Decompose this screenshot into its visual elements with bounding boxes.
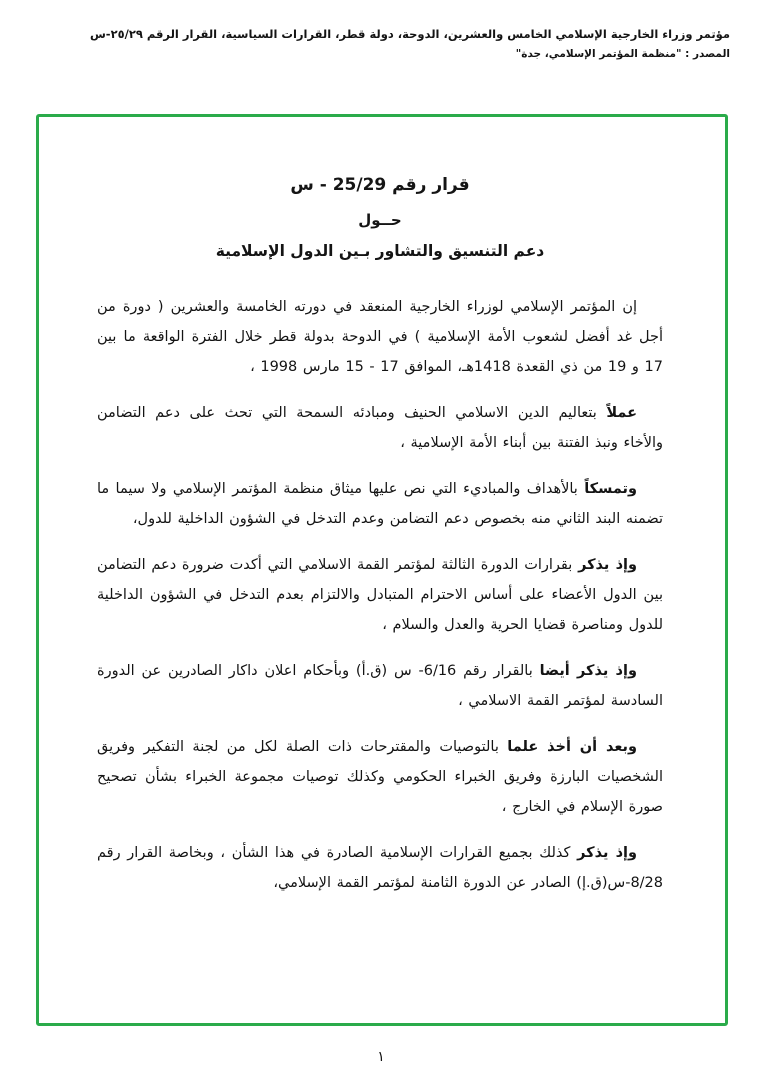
- header-citation: مؤتمر وزراء الخارجية الإسلامي الخامس والعشرين، الدوحة، دولة قطر، القرارات السياسية، القرار الرقم ٢٥/٢٩-س: [89, 27, 730, 41]
- paragraph-preamble: [97, 292, 663, 382]
- paragraph-lead: وتمسكاً: [584, 481, 637, 497]
- paragraph-text: بقرارات الدورة الثالثة لمؤتمر القمة الاسلامي التي أكدت ضرورة دعم التضامن بين الدول الأعضاء على أساس الاحترام المتبادل والالتزام بعدم التدخل في الشؤون الداخلية للدول ومناصرة قضايا الحرية والعدل والسلام ،: [97, 557, 663, 633]
- paragraph-text: بالأهداف والمباديء التي نص عليها ميثاق منظمة المؤتمر الإسلامي ولا سيما ما تضمنه البند الثاني منه بخصوص دعم التضامن وعدم التدخل في الشؤون الداخلية للدول،: [97, 481, 663, 527]
- paragraph-amalan: [97, 398, 663, 458]
- document-border-frame: [36, 114, 728, 1026]
- paragraph-lead: وإذ يذكر: [578, 557, 637, 573]
- paragraph-tamassukan: [97, 474, 663, 534]
- paragraph-lead: وإذ يذكر: [577, 845, 637, 861]
- paragraph-text: إن المؤتمر الإسلامي لوزراء الخارجية المنعقد في دورته الخامسة والعشرين ( دورة من أجل غد أفضل لشعوب الأمة الإسلامية ) في الدوحة بدولة قطر خلال الفترة الواقعة ما بين 17 و 19 من ذي القعدة 1418هـ، الموافق 15‎ - ‎17 مارس 1998 ،: [97, 299, 663, 375]
- paragraph-recalling-3: [97, 838, 663, 898]
- title-connector: حــول: [358, 211, 402, 229]
- title-block: [97, 175, 663, 260]
- paragraph-text: بتعاليم الدين الاسلامي الحنيف ومبادئه السمحة التي تحث على دعم التضامن والأخاء ونبذ الفتنة بين أبناء الأمة الإسلامية ،: [97, 405, 663, 451]
- page-number: ١: [377, 1049, 385, 1065]
- paragraph-recalling-1: [97, 550, 663, 640]
- paragraph-lead: عملاً: [606, 405, 637, 421]
- resolution-number-title: قرار رقم 25/29 - س: [290, 175, 470, 195]
- resolution-subject-title: دعم التنسيق والتشاور بـين الدول الإسلامية: [215, 242, 545, 260]
- paragraph-text: بالقرار رقم 6/16- س (ق.أ) وبأحكام اعلان داكار الصادرين عن الدورة السادسة لمؤتمر القمة الاسلامي ،: [97, 663, 663, 709]
- header-source: المصدر : "منظمة المؤتمر الإسلامي، جدة": [515, 48, 730, 61]
- paragraph-lead: وبعد أن أخذ علما: [507, 739, 637, 755]
- paragraph-text: بالتوصيات والمقترحات ذات الصلة لكل من لجنة التفكير وفريق الشخصيات البارزة وفريق الخبراء الحكومي وكذلك توصيات مجموعة الخبراء بشأن تصحيح صورة الإسلام في الخارج ،: [97, 739, 663, 815]
- paragraph-lead: وإذ يذكر أيضا: [539, 663, 637, 679]
- paragraph-text: كذلك بجميع القرارات الإسلامية الصادرة في هذا الشأن ، وبخاصة القرار رقم 8/28-س(ق.إ) الصادر عن الدورة الثامنة لمؤتمر القمة الإسلامي،: [97, 845, 663, 891]
- document-header: [32, 26, 730, 60]
- paragraph-having-noted: [97, 732, 663, 822]
- paragraph-recalling-2: [97, 656, 663, 716]
